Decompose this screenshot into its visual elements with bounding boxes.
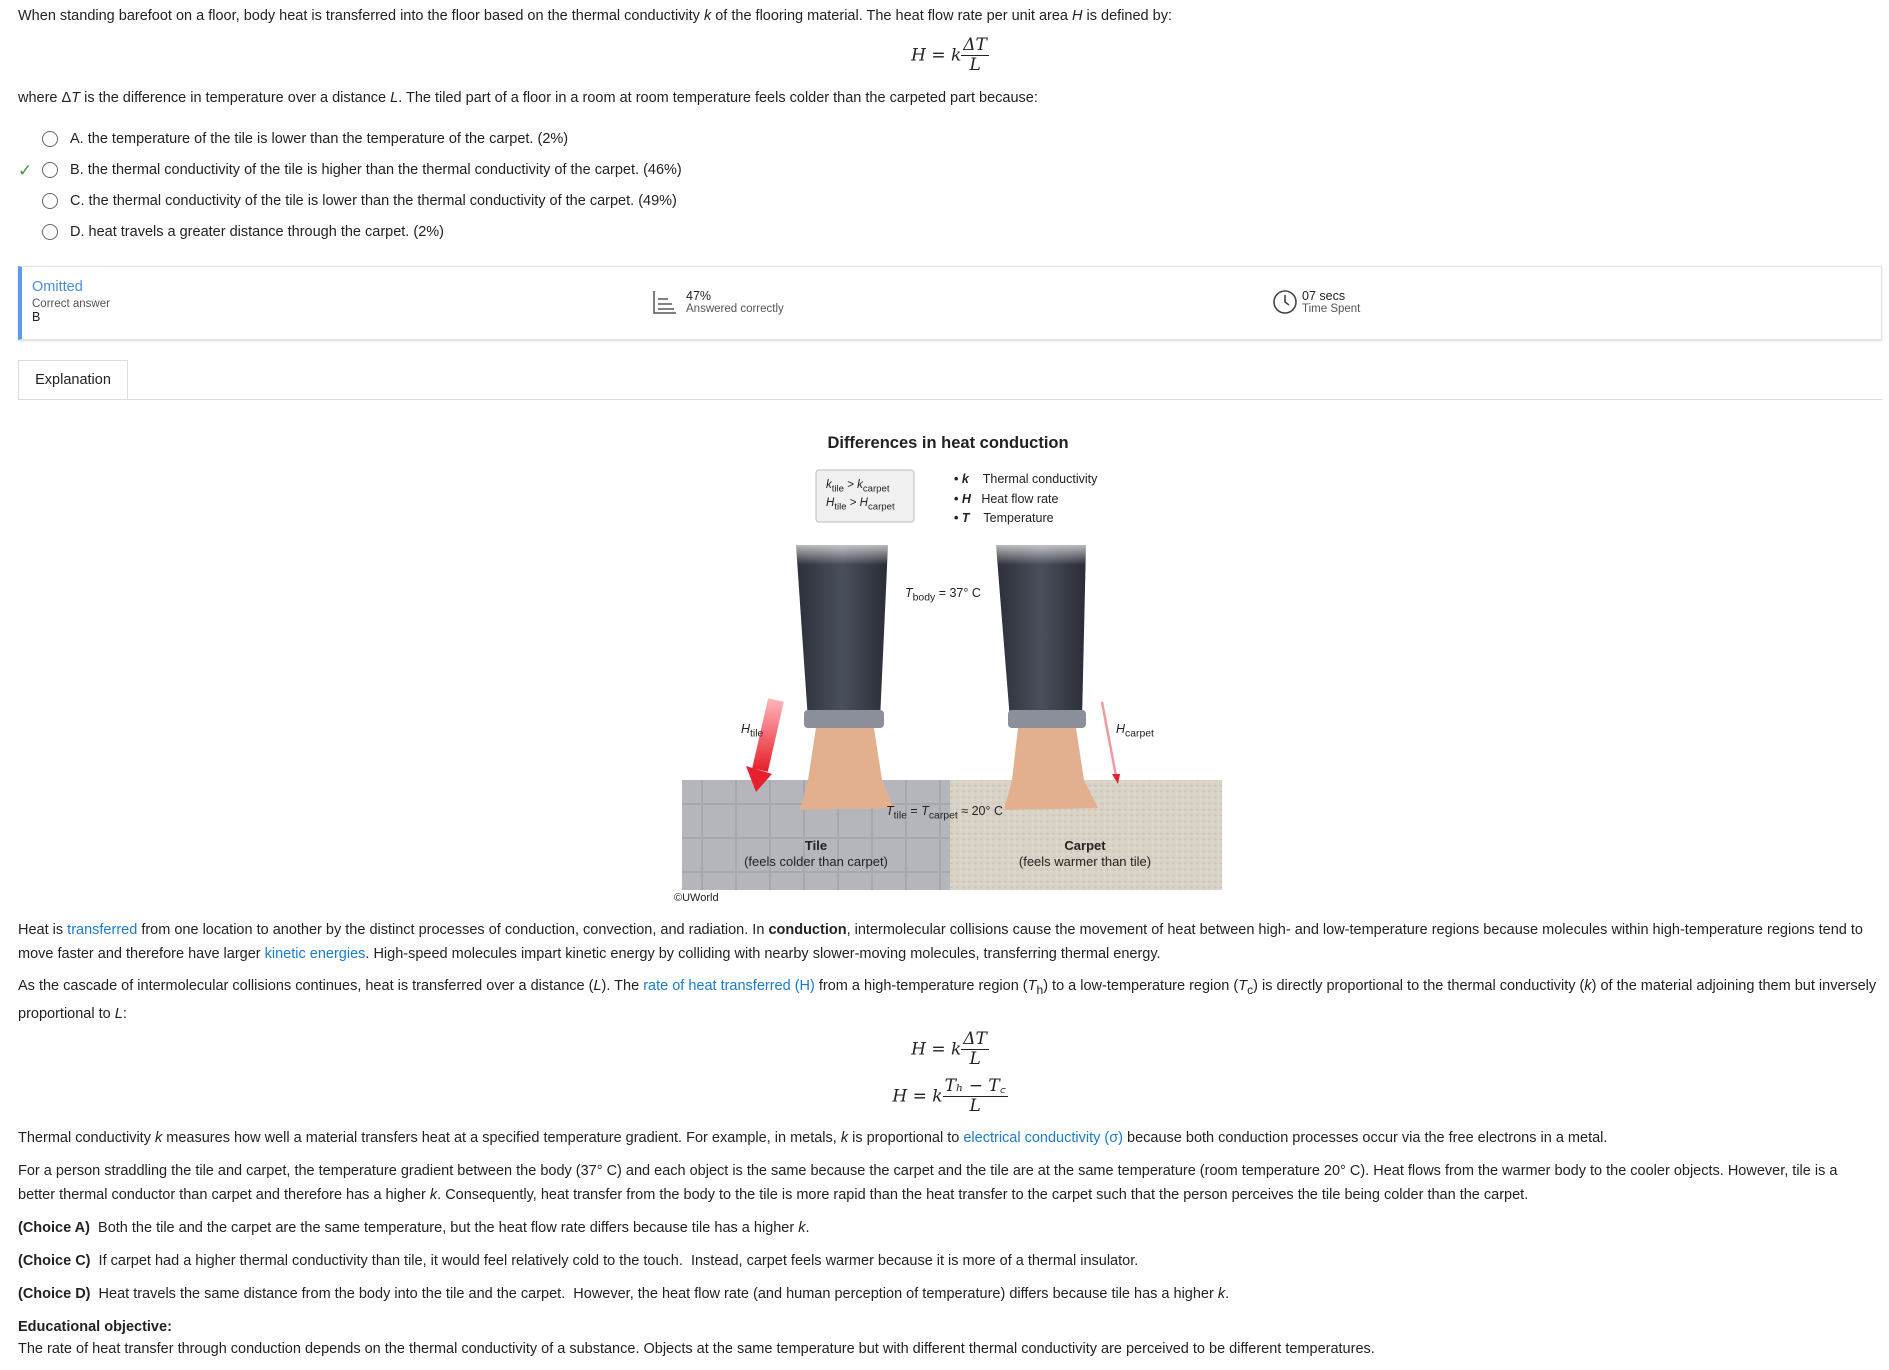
right-cuff: [1008, 710, 1086, 728]
legend-symbol: T: [961, 511, 970, 525]
radio-button[interactable]: [42, 193, 58, 209]
left-cuff: [804, 710, 884, 728]
checkmark-icon: ✓: [18, 161, 33, 180]
explanation-equation-1: [0, 1030, 1889, 1069]
h-carpet-label: [1116, 722, 1154, 740]
h-tile-label: [741, 722, 763, 740]
answer-stats-panel: [18, 266, 1882, 340]
var-l: L: [390, 90, 399, 106]
var-k: k: [840, 1130, 849, 1146]
equation-lhs: H = k: [911, 45, 962, 66]
legend-text: Heat flow rate: [981, 491, 1059, 506]
text: ) of the material adjoining them but inversely proportional to: [18, 978, 1877, 1022]
figure-title: Differences in heat conduction: [827, 434, 1069, 452]
choice-b[interactable]: [18, 159, 682, 181]
equation-denominator: L: [969, 55, 981, 75]
where-text: where Δ: [18, 90, 72, 106]
choice-letter: D.: [70, 224, 85, 240]
choice-letter: A.: [70, 131, 84, 147]
var-k: k: [429, 1187, 438, 1203]
explanation-paragraph-4: [18, 1159, 1878, 1207]
where-text: is the difference in temperature over a distance: [80, 90, 391, 106]
tile-sublabel: (feels colder than carpet): [744, 854, 888, 869]
text: . Consequently, heat transfer from the body to the tile is more rapid than the heat transfer to the carpet such that the person perceives the tile being colder than the carpet.: [437, 1187, 1529, 1203]
choice-text: the thermal conductivity of the tile is higher than the thermal conductivity of the carpet.: [87, 162, 640, 178]
ineq-sub: carpet: [867, 501, 895, 513]
text: measures how well a material transfers heat at a specified temperature gradient. For example, in metals,: [162, 1130, 841, 1146]
text: from one location to another by the distinct processes of conduction, convection, and radiation. In: [137, 922, 769, 938]
heat-flow-equation: [0, 36, 1889, 75]
text: If carpet had a higher thermal conductivity than tile, it would feel relatively cold to the touch. Instead, carpet feels warmer because it is more of a thermal insulator.: [90, 1253, 1139, 1269]
text: ). The: [601, 978, 644, 994]
temp-op: =: [906, 804, 922, 818]
text: Heat is: [18, 922, 68, 938]
temp-var: T: [921, 804, 929, 818]
explanation-paragraph-3: [18, 1126, 1878, 1150]
link-rate-of-heat[interactable]: rate of heat transferred (H): [643, 978, 815, 994]
equation-numerator: ΔT: [963, 35, 987, 55]
text: .: [805, 1220, 810, 1236]
tile-caption: [686, 838, 946, 870]
var-k: k: [1584, 978, 1592, 994]
var-k: k: [155, 1130, 163, 1146]
time-value: 07 secs: [1302, 289, 1346, 303]
choice-c-explanation: [18, 1249, 1878, 1273]
var-t: T: [1238, 978, 1248, 994]
equation-numerator: ΔT: [963, 1029, 987, 1049]
sub-c: c: [1247, 982, 1254, 997]
choice-c[interactable]: [18, 190, 677, 212]
figure-legend: • k Thermal conductivity • H Heat flow rate • T Temperature: [954, 472, 1098, 525]
stem-text: is defined by:: [1082, 8, 1172, 24]
text: ) is directly proportional to the thermal conductivity (: [1253, 978, 1585, 994]
choice-d-explanation: [18, 1282, 1878, 1306]
temp-value: ≈ 20° C: [957, 804, 1003, 818]
link-transferred[interactable]: transferred: [67, 922, 138, 938]
percent-correct: [652, 289, 784, 315]
inequality-text: [826, 478, 895, 515]
ineq-var: H: [826, 497, 835, 510]
answer-status: [32, 279, 110, 324]
tab-divider: [18, 399, 1882, 400]
radio-button[interactable]: [42, 224, 58, 240]
carpet-sublabel: (feels warmer than tile): [1018, 854, 1152, 869]
var-k: k: [1217, 1286, 1226, 1302]
objective-text: The rate of heat transfer through conduction depends on the thermal conductivity of a substance. Objects at the same temperature but with different thermal conductivity are perceived to be different temperatures.: [18, 1341, 1375, 1357]
legend-text: Temperature: [983, 511, 1054, 525]
equation-denominator: L: [969, 1049, 981, 1069]
equation-numerator: Tₕ − T꜀: [944, 1076, 1006, 1096]
var-k: k: [703, 8, 712, 24]
time-label: Time Spent: [1302, 303, 1361, 315]
h-var: H: [1116, 722, 1126, 736]
text: . High-speed molecules impart kinetic energy by colliding with nearby slower-moving molecules, transferring thermal energy.: [365, 946, 1161, 962]
educational-objective: [18, 1315, 1878, 1363]
time-spent: [1272, 289, 1360, 315]
choice-percent: (49%): [638, 193, 677, 209]
temp-var: T: [905, 586, 913, 600]
temp-sub: carpet: [928, 810, 958, 822]
carpet-label: Carpet: [1064, 838, 1106, 853]
choice-label: (Choice C): [18, 1253, 91, 1269]
text: is proportional to: [848, 1130, 964, 1146]
temp-value: = 37° C: [935, 586, 981, 600]
clock-icon: [1272, 289, 1298, 315]
text: because both conduction processes occur via the free electrons in a metal.: [1123, 1130, 1608, 1146]
stem-text: When standing barefoot on a floor, body heat is transferred into the floor based on the thermal conductivity: [18, 8, 704, 24]
right-leg: [996, 545, 1086, 720]
sub-h: h: [1036, 982, 1044, 997]
radio-button[interactable]: [42, 162, 58, 178]
question-stem: [18, 7, 1868, 25]
choice-label: (Choice A): [18, 1220, 90, 1236]
choice-a[interactable]: [18, 128, 568, 150]
var-k: k: [798, 1220, 806, 1236]
ineq-op: >: [846, 497, 860, 510]
equation-lhs: H = k: [911, 1039, 962, 1060]
tab-explanation[interactable]: Explanation: [18, 360, 128, 400]
text: Thermal conductivity: [18, 1130, 155, 1146]
ineq-sub: carpet: [862, 483, 890, 495]
explanation-paragraph-2: [18, 974, 1878, 1026]
text: from a high-temperature region (: [814, 978, 1028, 994]
objective-label: Educational objective:: [18, 1319, 172, 1335]
stem-text: of the flooring material. The heat flow rate per unit area: [711, 8, 1073, 24]
right-foot: [1004, 728, 1098, 810]
legend-symbol: H: [961, 491, 971, 506]
percent-label: Answered correctly: [686, 303, 784, 315]
choice-a-explanation: [18, 1216, 1878, 1240]
var-l: L: [593, 978, 602, 994]
h-sub: tile: [750, 728, 764, 740]
ineq-sub: tile: [834, 501, 847, 513]
correct-answer-label: Correct answer: [32, 298, 110, 310]
carpet-caption: [950, 838, 1220, 870]
text: , intermolecular collisions cause the movement of heat between high- and low-temperature regions because molecules within high-temperature regions tend to move faster and therefore have larger: [18, 922, 1863, 962]
choice-text: the temperature of the tile is lower than the temperature of the carpet.: [87, 131, 534, 147]
text: .: [1225, 1286, 1230, 1302]
tile-label: Tile: [804, 838, 828, 853]
temp-sub: body: [912, 592, 936, 604]
text: Heat travels the same distance from the body into the tile and the carpet. However, the heat flow rate (and human perception of temperature) differs because tile has a higher: [90, 1286, 1218, 1302]
temp-sub: tile: [893, 810, 907, 822]
choice-d[interactable]: [18, 221, 444, 243]
ineq-var: H: [859, 497, 868, 510]
carpet-heat-arrow: [1102, 702, 1116, 776]
bold-conduction: conduction: [768, 922, 847, 938]
choice-percent: (2%): [537, 131, 569, 147]
legend-symbol: k: [961, 472, 969, 486]
ineq-sub: tile: [831, 483, 844, 495]
left-leg: [796, 545, 888, 720]
link-kinetic-energies[interactable]: kinetic energies: [264, 946, 366, 962]
ineq-var: k: [826, 479, 832, 491]
h-var: H: [741, 722, 751, 736]
status-label: Omitted: [32, 279, 83, 295]
text: As the cascade of intermolecular collisions continues, heat is transferred over a distance (: [18, 978, 594, 994]
explanation-equation-2: [0, 1077, 1889, 1116]
body-temperature-label: [905, 586, 981, 604]
radio-button[interactable]: [42, 131, 58, 147]
left-foot: [800, 728, 894, 810]
text: :: [122, 1005, 127, 1022]
ineq-op: >: [844, 479, 858, 491]
legend-text: Thermal conductivity: [982, 472, 1098, 486]
var-t: T: [1027, 978, 1037, 994]
text: For a person straddling the tile and carpet, the temperature gradient between the body (37° C) and each object is the same because the carpet and the tile are at the same temperature (room temperature 20° C). Heat flows from the warmer body to the cooler objects. However, tile is a better thermal conductor than carpet and therefore has a higher: [18, 1163, 1838, 1203]
text: ) to a low-temperature region (: [1043, 978, 1239, 994]
equation-denominator: L: [969, 1096, 981, 1116]
temp-var: T: [886, 804, 894, 818]
text: Both the tile and the carpet are the same temperature, but the heat flow rate differs because tile has a higher: [89, 1220, 799, 1236]
choice-letter: C.: [70, 193, 85, 209]
choice-percent: (46%): [643, 162, 682, 178]
question-where: [18, 89, 1868, 107]
var-h: H: [1072, 8, 1083, 24]
correct-answer-value: B: [32, 310, 41, 324]
copyright: ©UWorld: [674, 892, 719, 904]
ineq-var: k: [857, 479, 863, 491]
var-t: T: [71, 90, 81, 106]
choice-label: (Choice D): [18, 1286, 91, 1302]
heat-conduction-figure: [668, 430, 1228, 910]
choice-percent: (2%): [413, 224, 444, 240]
bar-chart-icon: [652, 289, 678, 315]
h-sub: carpet: [1125, 728, 1154, 740]
equation-lhs: H = k: [892, 1086, 943, 1107]
floor-temperature-label: [886, 804, 1003, 822]
where-text: . The tiled part of a floor in a room at room temperature feels colder than the carpeted part because:: [398, 90, 1038, 106]
choice-text: heat travels a greater distance through the carpet.: [88, 224, 410, 240]
explanation-paragraph-1: [18, 918, 1878, 966]
choice-letter: B.: [70, 162, 84, 178]
link-electrical-conductivity[interactable]: electrical conductivity (σ): [963, 1130, 1123, 1146]
var-l: L: [114, 1005, 123, 1022]
percent-value: 47%: [686, 289, 712, 303]
choice-text: the thermal conductivity of the tile is lower than the thermal conductivity of the carpet.: [88, 193, 635, 209]
